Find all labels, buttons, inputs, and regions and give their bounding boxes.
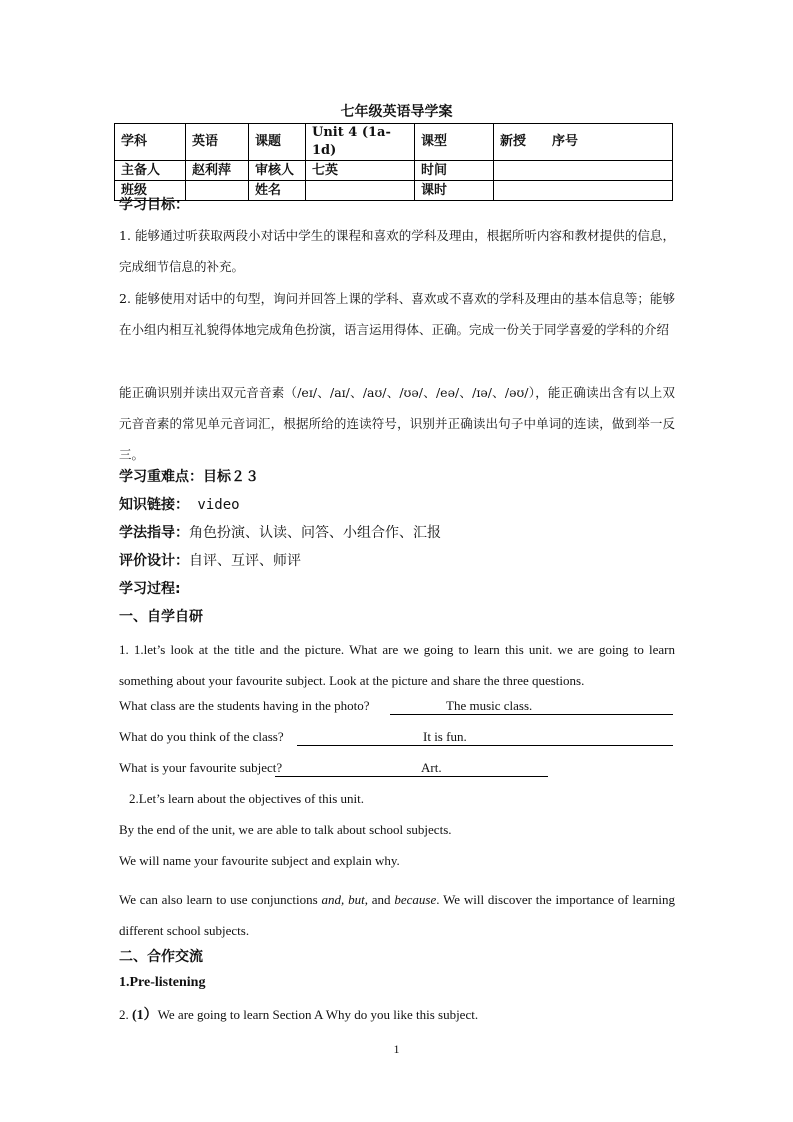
table-cell: 班级 xyxy=(115,181,186,201)
knowledge-link-label: 知识链接： xyxy=(119,497,189,513)
table-cell: 赵利萍 xyxy=(186,161,249,181)
table-cell: 时间 xyxy=(415,161,494,181)
page-number: 1 xyxy=(393,1042,400,1056)
answer-3-blank xyxy=(275,760,548,777)
key-points-value: 目标２３ xyxy=(203,469,259,485)
table-row xyxy=(115,124,673,161)
method-line xyxy=(119,522,675,542)
table-cell xyxy=(494,124,673,161)
objectives-intro: 2.Let’s learn about the objectives of this unit. xyxy=(129,791,365,806)
question-3: What is your favourite subject? xyxy=(119,760,283,775)
table-cell: 课型 xyxy=(415,124,494,161)
section-1-heading: 一、自学自研 xyxy=(119,609,203,625)
objectives-heading: 学习目标： xyxy=(119,197,189,213)
answer-1: The music class. xyxy=(446,698,533,713)
answer-2: It is fun. xyxy=(423,729,467,744)
table-cell: 课时 xyxy=(415,181,494,201)
objective-sentence-1: By the end of the unit, we are able to talk about school subjects. xyxy=(119,822,452,837)
knowledge-link-line xyxy=(119,494,675,514)
document-title: 七年级英语导学案 xyxy=(340,104,453,120)
text-run: . We will discover the importance of learning different school subjects. xyxy=(119,892,675,938)
table-cell: 姓名 xyxy=(249,181,306,201)
emphasis-conjunctions: and, but xyxy=(321,892,365,907)
evaluation-label: 评价设计： xyxy=(119,553,189,569)
process-heading: 学习过程: xyxy=(119,581,181,597)
objective-1: 1. 能够通过听获取两段小对话中学生的课程和喜欢的学科及理由，根据所听内容和教材提供的信息，完成细节信息的补充。 xyxy=(119,228,675,274)
section-1-paragraph: 1. 1.let’s look at the title and the picture. What are we going to learn this unit. we are going to learn something about your favourite subject. Look at the picture and share the three questions. xyxy=(119,642,675,688)
table-row xyxy=(115,161,673,181)
objective-sentence-2: We will name your favourite subject and explain why. xyxy=(119,853,400,868)
answer-2-blank xyxy=(297,729,673,746)
section-2-heading: 二、合作交流 xyxy=(119,949,203,965)
method-label: 学法指导： xyxy=(119,525,189,541)
table-cell: 英语 xyxy=(186,124,249,161)
objective-3: 能正确识别并读出双元音音素（/eɪ/、/aɪ/、/aʊ/、/ʊə/、/eə/、/ɪə/、/əʊ/），能正确读出含有以上双元音音素的常见单元音词汇，根据所给的连读符号，识别并正确读出句子中单词的连读，做到举一反三。 xyxy=(119,385,675,462)
table-cell: 学科 xyxy=(115,124,186,161)
table-cell: 七英 xyxy=(306,161,415,181)
table-cell: 审核人 xyxy=(249,161,306,181)
objective-sentence-3 xyxy=(119,884,675,946)
table-cell: 主备人 xyxy=(115,161,186,181)
question-2: What do you think of the class? xyxy=(119,729,284,744)
knowledge-link-value: video xyxy=(189,497,240,513)
item-2 xyxy=(119,1004,478,1024)
item-number: 2. xyxy=(119,1007,132,1022)
info-table xyxy=(114,123,673,201)
pre-listening-heading: 1.Pre-listening xyxy=(119,975,206,990)
answer-1-blank xyxy=(390,698,673,715)
text-run: We can also learn to use conjunctions xyxy=(119,892,322,907)
evaluation-value: 自评、互评、师评 xyxy=(189,553,301,569)
answer-3: Art. xyxy=(421,760,442,775)
table-cell: Unit 4 (1a-1d) xyxy=(306,124,415,161)
table-cell-text: 序号 xyxy=(552,134,579,149)
item-marker: (1） xyxy=(132,1008,158,1023)
table-cell: 课题 xyxy=(249,124,306,161)
table-cell xyxy=(494,161,673,181)
evaluation-line xyxy=(119,550,675,570)
table-cell-text: 新授 xyxy=(500,134,527,149)
question-1: What class are the students having in the photo? xyxy=(119,698,370,713)
item-text: We are going to learn Section A Why do you like this subject. xyxy=(157,1007,479,1022)
method-value: 角色扮演、认读、问答、小组合作、汇报 xyxy=(189,525,441,541)
objective-2: 2. 能够使用对话中的句型，询问并回答上课的学科、喜欢或不喜欢的学科及理由的基本信息等；能够在小组内相互礼貌得体地完成角色扮演，语言运用得体、正确。完成一份关于同学喜爱的学科的介绍 xyxy=(119,291,675,337)
text-run: , and xyxy=(364,892,395,907)
key-points-line xyxy=(119,466,675,486)
emphasis-because: because xyxy=(394,892,437,907)
key-points-label: 学习重难点： xyxy=(119,469,203,485)
